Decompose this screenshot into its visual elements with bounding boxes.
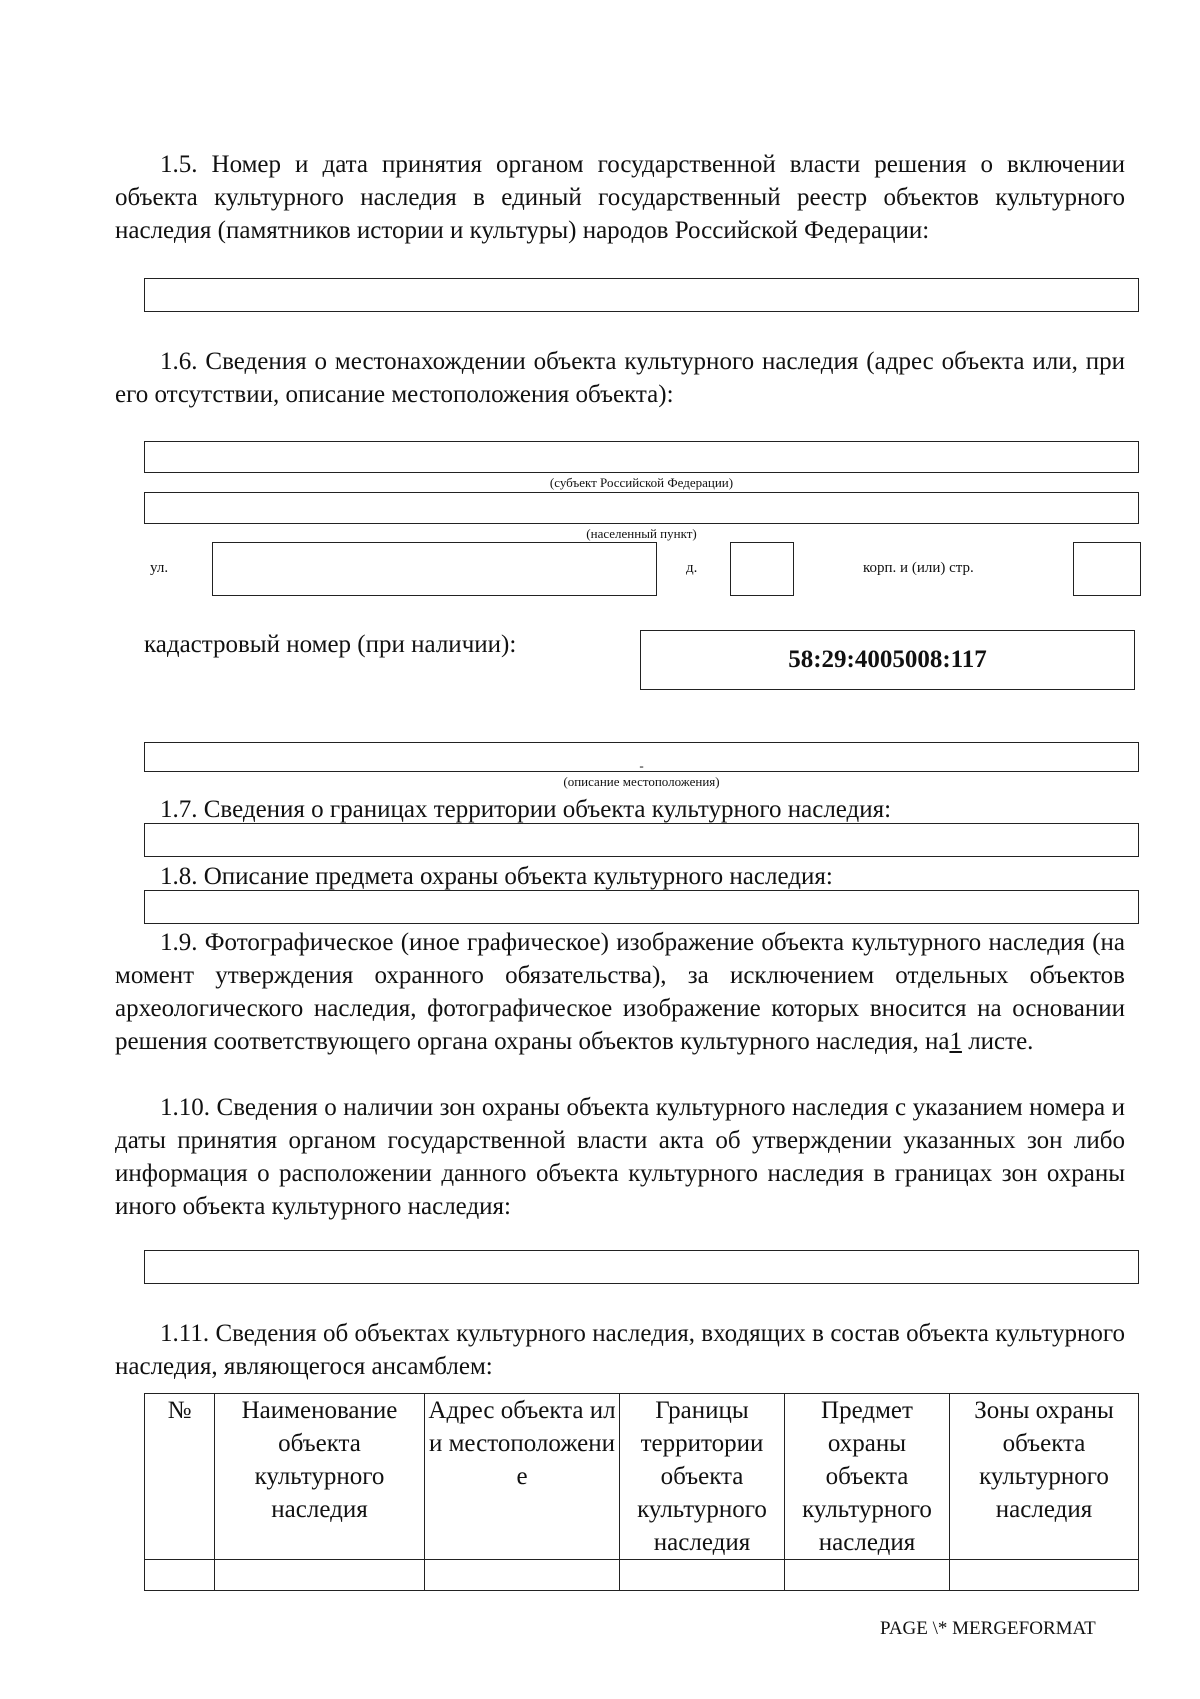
location-value: -: [639, 758, 644, 773]
location-caption: (описание местоположения): [563, 774, 720, 789]
col-number-header: №: [145, 1394, 215, 1560]
house-field[interactable]: [730, 542, 794, 596]
section-1-5-text: 1.5. Номер и дата принятия органом государственной власти решения о включении объекта культурного наследия в единый государственный реестр объектов культурного наследия (памятников истории и культуры) народов Российской Федерации:: [115, 151, 1125, 244]
building-label: корп. и (или) стр.: [863, 560, 974, 576]
page-footer: PAGE \* MERGEFORMAT: [880, 1618, 1096, 1639]
subject-caption: (субъект Российской Федерации): [549, 475, 734, 490]
table-cell[interactable]: [145, 1560, 215, 1591]
location-description-field[interactable]: [144, 742, 1139, 772]
locality-caption: (населенный пункт): [586, 526, 697, 541]
locality-field[interactable]: [144, 492, 1139, 524]
section-1-10-text: 1.10. Сведения о наличии зон охраны объекта культурного наследия с указанием номера и даты принятия органом государственной власти акта об утверждении указанных зон либо информация о расположении данного объекта культурного наследия в границах зон охраны иного объекта культурного наследия:: [115, 1094, 1125, 1220]
table-header-row: [145, 1394, 1139, 1560]
cadastral-label: кадастровый номер (при наличии):: [144, 631, 517, 658]
table-cell[interactable]: [620, 1560, 785, 1591]
table-cell[interactable]: [425, 1560, 620, 1591]
sheets-count: 1: [949, 1028, 962, 1055]
protection-subject-field[interactable]: [144, 890, 1139, 924]
table-row: [145, 1560, 1139, 1591]
house-label: д.: [686, 560, 698, 576]
building-field[interactable]: [1073, 542, 1141, 596]
table-cell[interactable]: [785, 1560, 950, 1591]
section-1-8-text: 1.8. Описание предмета охраны объекта культурного наследия:: [160, 863, 833, 890]
section-1-9-body: 1.9. Фотографическое (иное графическое) изображение объекта культурного наследия (на момент утверждения охранного обязательства), за исключением отдельных объектов археологического наследия, фотографическое изображение которых вносится на основании решения соответствующего органа охраны объектов культурного наследия, на: [115, 929, 1125, 1055]
registry-decision-field[interactable]: [144, 278, 1139, 312]
territory-boundaries-field[interactable]: [144, 823, 1139, 857]
col-address-header: Адрес объекта или местоположение: [425, 1394, 620, 1560]
table-cell[interactable]: [215, 1560, 425, 1591]
col-zones-header: Зоны охраны объекта культурного наследия: [950, 1394, 1139, 1560]
ensemble-objects-table: [144, 1393, 1139, 1591]
cadastral-field[interactable]: [640, 630, 1135, 690]
col-subject-header: Предмет охраны объекта культурного наследия: [785, 1394, 950, 1560]
section-1-6-text: 1.6. Сведения о местонахождении объекта культурного наследия (адрес объекта или, при его отсутствии, описание местоположения объекта):: [115, 348, 1125, 408]
section-1-7-text: 1.7. Сведения о границах территории объекта культурного наследия:: [160, 796, 892, 823]
street-field[interactable]: [212, 542, 657, 596]
col-boundaries-header: Границы территории объекта культурного наследия: [620, 1394, 785, 1560]
street-label: ул.: [150, 560, 169, 576]
section-1-9-text: [115, 926, 1125, 1058]
section-1-11-text: 1.11. Сведения об объектах культурного наследия, входящих в состав объекта культурного наследия, являющегося ансамблем:: [115, 1320, 1125, 1380]
cadastral-value: 58:29:4005008:117: [788, 646, 987, 673]
protection-zones-field[interactable]: [144, 1250, 1139, 1284]
section-1-9-tail: листе.: [968, 1028, 1034, 1055]
subject-field[interactable]: [144, 441, 1139, 473]
table-cell[interactable]: [950, 1560, 1139, 1591]
col-name-header: Наименование объекта культурного наследия: [215, 1394, 425, 1560]
